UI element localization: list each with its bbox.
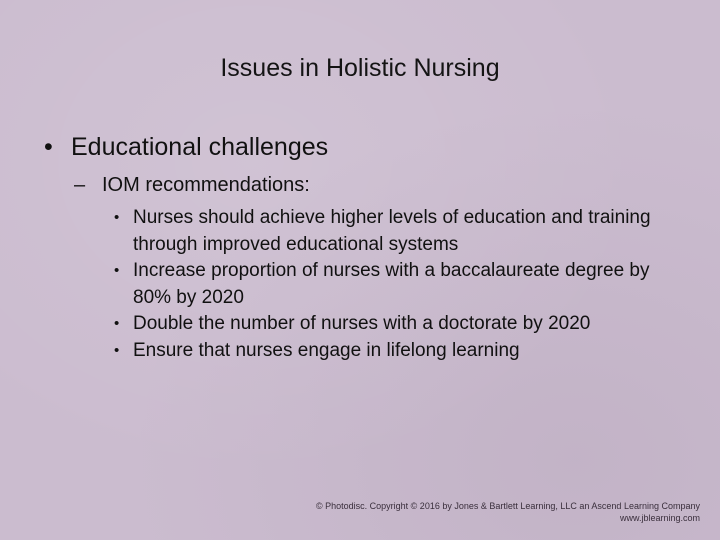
website-url: www.jblearning.com (619, 513, 700, 523)
bullet-marker: • (114, 262, 120, 279)
recommendation-item (114, 205, 684, 258)
bullet-marker: • (114, 341, 120, 359)
bullet-educational-challenges (44, 131, 328, 163)
sub-bullet-text: IOM recommendations: (102, 174, 310, 196)
copyright-line: © Photodisc. Copyright © 2016 by Jones & Bartlett Learning, LLC an Ascend Learning Company (316, 501, 700, 511)
copyright-notice (316, 500, 700, 524)
recommendations-list (114, 205, 684, 364)
bullet-text: Educational challenges (71, 133, 329, 161)
bullet-marker: • (114, 209, 120, 226)
bullet-marker: • (44, 133, 53, 161)
recommendation-item (114, 338, 684, 365)
sub-bullet-iom-recommendations (74, 172, 310, 198)
recommendation-text: Ensure that nurses engage in lifelong learning (133, 339, 520, 361)
recommendation-item (114, 258, 684, 311)
recommendation-text: Double the number of nurses with a doctorate by 2020 (133, 313, 591, 334)
recommendation-text: Nurses should achieve higher levels of education and training through improved educational systems (133, 207, 651, 255)
recommendation-item (114, 311, 684, 338)
slide-title: Issues in Holistic Nursing (220, 54, 500, 82)
recommendation-text: Increase proportion of nurses with a baccalaureate degree by 80% by 2020 (133, 260, 650, 308)
bullet-marker: • (114, 315, 120, 332)
dash-marker: – (74, 174, 86, 196)
